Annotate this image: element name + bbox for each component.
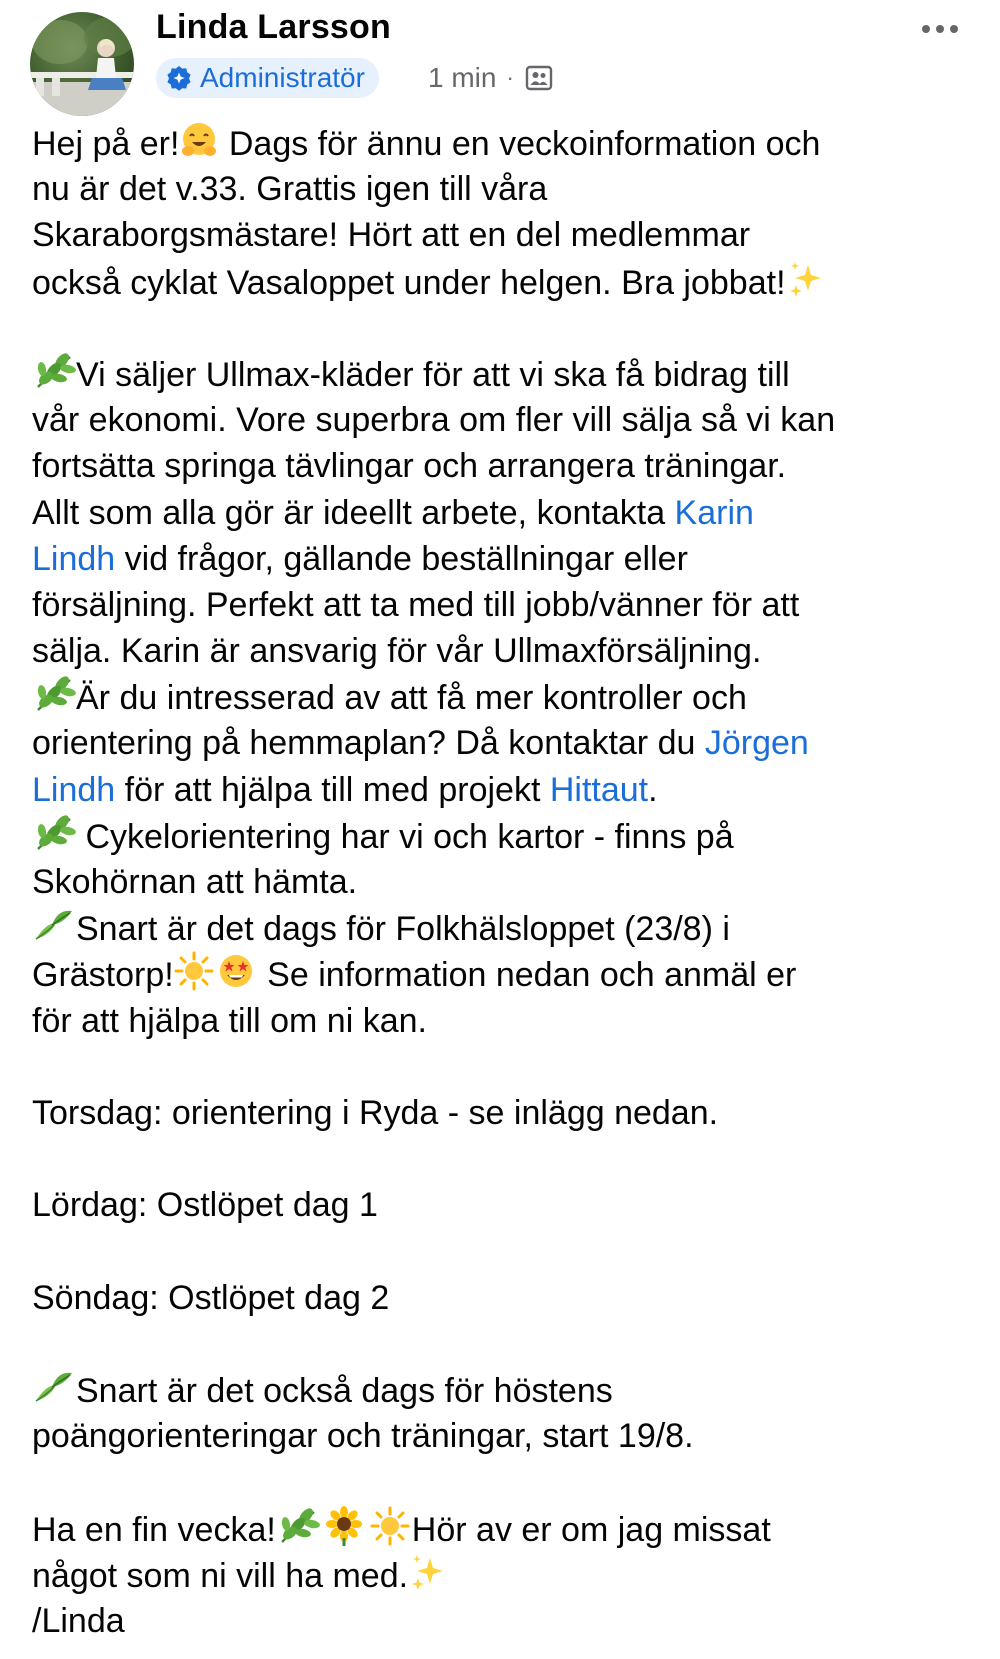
text-line: fortsätta springa tävlingar och arrangera träningar.	[32, 447, 787, 486]
role-badge-label: Administratör	[200, 62, 365, 93]
text-line: vår ekonomi. Vore superbra om fler vill sälja så vi kan	[32, 401, 836, 440]
sunflower-emoji	[320, 1506, 368, 1546]
group-audience-icon[interactable]	[524, 63, 554, 93]
herb-emoji	[32, 813, 76, 853]
star-struck-emoji	[214, 951, 258, 991]
text-line: Vi säljer Ullmax-kläder för att vi ska få bidrag till	[32, 351, 972, 397]
admin-shield-icon	[166, 65, 192, 91]
signature: /Linda	[32, 1602, 125, 1640]
text-line: sälja. Karin är ansvarig för vår Ullmaxförsäljning.	[32, 632, 762, 671]
mention-jorgen-lindh[interactable]: Lindh	[32, 770, 116, 809]
text-line: Snart är det dags för Folkhälsloppet (23/8) i	[32, 905, 972, 951]
text-line: Allt som alla gör är ideellt arbete, kontakta Karin	[32, 493, 754, 532]
text-line: Skaraborgsmästare! Hört att en del medlemmar	[32, 216, 751, 255]
mention-karin-lindh[interactable]: Karin	[674, 493, 754, 532]
more-options-button[interactable]	[910, 14, 970, 44]
text-line: Lindh för att hjälpa till med projekt Hittaut.	[32, 770, 658, 809]
post-meta	[428, 58, 554, 98]
mention-karin-lindh[interactable]: Lindh	[32, 539, 116, 578]
text-line: Är du intresserad av att få mer kontroller och	[32, 674, 972, 720]
text-line: Lindh vid frågor, gällande beställningar eller	[32, 539, 688, 578]
leaf-flutter-emoji	[32, 905, 76, 945]
sparkles-emoji	[786, 259, 826, 299]
herb-emoji	[32, 351, 76, 391]
text-line: Ha en fin vecka! Hör av er om jag missat	[32, 1506, 972, 1552]
author-name[interactable]: Linda Larsson	[156, 8, 391, 46]
post-text	[32, 120, 972, 1644]
herb-emoji	[276, 1506, 320, 1546]
text-line: försäljning. Perfekt att ta med till jobb/vänner för att	[32, 585, 800, 624]
role-badge[interactable]	[156, 58, 379, 98]
mention-jorgen-lindh[interactable]: Jörgen	[704, 724, 809, 763]
text-line: Grästorp! Se information nedan och anmäl er	[32, 951, 972, 997]
hugging-face-emoji	[179, 120, 219, 160]
meta-separator: ·	[506, 65, 514, 90]
post-time[interactable]: 1 min	[428, 62, 497, 93]
more-horizontal-icon	[922, 25, 930, 33]
text-line: Skohörnan att hämta.	[32, 863, 358, 901]
herb-emoji	[32, 674, 76, 714]
sparkles-emoji	[408, 1552, 448, 1592]
post-header	[0, 0, 1000, 110]
text-line: nu är det v.33. Grattis igen till våra	[32, 170, 548, 209]
text-line: Snart är det också dags för höstens	[32, 1367, 972, 1413]
text-line: för att hjälpa till om ni kan.	[32, 1001, 427, 1040]
text-line: Cykelorientering har vi och kartor - finns på	[32, 813, 972, 859]
sun-emoji	[174, 951, 214, 991]
text-line: orientering på hemmaplan? Då kontaktar du Jörgen	[32, 724, 809, 763]
sun-emoji	[368, 1506, 412, 1546]
text-line: poängorienteringar och träningar, start 19/8.	[32, 1417, 694, 1456]
text-line: Lördag: Ostlöpet dag 1	[32, 1186, 378, 1225]
leaf-flutter-emoji	[32, 1367, 76, 1407]
text-line: något som ni vill ha med.	[32, 1552, 972, 1598]
text-line: också cyklat Vasaloppet under helgen. Bra jobbat!	[32, 259, 972, 305]
text-line: Söndag: Ostlöpet dag 2	[32, 1278, 390, 1317]
mention-hittaut[interactable]: Hittaut	[549, 770, 649, 809]
text-line: Hej på er! Dags för ännu en veckoinformation och	[32, 120, 972, 166]
text-line: Torsdag: orientering i Ryda - se inlägg nedan.	[32, 1093, 719, 1132]
author-avatar[interactable]	[30, 12, 134, 116]
